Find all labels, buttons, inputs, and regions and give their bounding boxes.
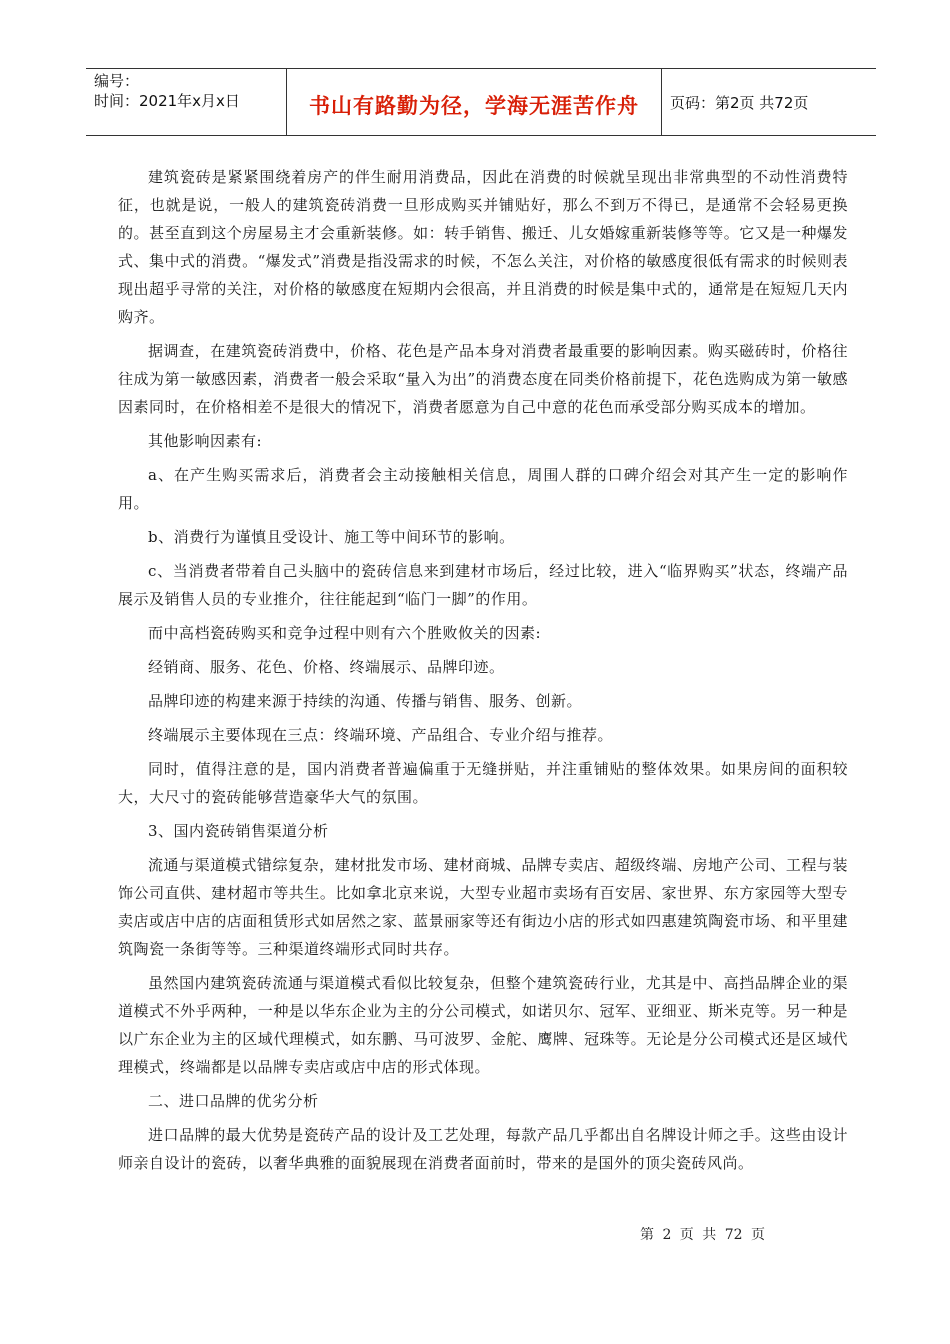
page-header <box>86 68 876 136</box>
paragraph: b、消费行为谨慎且受设计、施工等中间环节的影响。 <box>148 528 515 546</box>
section-heading: 3、国内瓷砖销售渠道分析 <box>148 822 329 840</box>
header-motto-cell <box>286 69 662 135</box>
header-motto: 书山有路勤为径，学海无涯苦作舟 <box>309 94 639 118</box>
document-time-label: 时间：2021年x月x日 <box>94 92 240 110</box>
document-number-label: 编号： <box>94 72 140 90</box>
paragraph: 终端展示主要体现在三点：终端环境、产品组合、专业介绍与推荐。 <box>148 726 614 744</box>
paragraph: 进口品牌的最大优势是瓷砖产品的设计及工艺处理，每款产品几乎都出自名牌设计师之手。这些由设计师亲自设计的瓷砖，以奢华典雅的面貌展现在消费者面前时，带来的是国外的顶尖瓷砖风尚。 <box>118 1126 848 1172</box>
paragraph: 虽然国内建筑瓷砖流通与渠道模式看似比较复杂，但整个建筑瓷砖行业，尤其是中、高挡品牌企业的渠道模式不外乎两种，一种是以华东企业为主的分公司模式，如诺贝尔、冠军、亚细亚、斯米克等。另一种是以广东企业为主的区域代理模式，如东鹏、马可波罗、金舵、鹰牌、冠珠等。无论是分公司模式还是区域代理模式，终端都是以品牌专卖店或店中店的形式体现。 <box>118 974 848 1076</box>
page-footer: 第 2 页 共 72 页 <box>640 1227 765 1243</box>
paragraph: a、在产生购买需求后，消费者会主动接触相关信息，周围人群的口碑介绍会对其产生一定的影响作用。 <box>118 466 848 512</box>
paragraph: 品牌印迹的构建来源于持续的沟通、传播与销售、服务、创新。 <box>148 692 583 710</box>
paragraph: 流通与渠道模式错综复杂，建材批发市场、建材商城、品牌专卖店、超级终端、房地产公司、工程与装饰公司直供、建材超市等共生。比如拿北京来说，大型专业超市卖场有百安居、家世界、东方家园等大型专卖店或店中店的店面租赁形式如居然之家、蓝景丽家等还有街边小店的形式如四惠建筑陶瓷市场、和平里建筑陶瓷一条街等等。三种渠道终端形式同时共存。 <box>118 856 848 958</box>
header-meta <box>86 69 286 135</box>
paragraph: 建筑瓷砖是紧紧围绕着房产的伴生耐用消费品，因此在消费的时候就呈现出非常典型的不动性消费特征，也就是说，一般人的建筑瓷砖消费一旦形成购买并铺贴好，那么不到万不得已，是通常不会轻易更换的。甚至直到这个房屋易主才会重新装修。如：转手销售、搬迁、儿女婚嫁重新装修等等。它又是一种爆发式、集中式的消费。“爆发式”消费是指没需求的时候，不怎么关注，对价格的敏感度很低有需求的时候则表现出超乎寻常的关注，对价格的敏感度在短期内会很高，并且消费的时候是集中式的，通常是在短短几天内购齐。 <box>118 168 848 326</box>
paragraph: 经销商、服务、花色、价格、终端展示、品牌印迹。 <box>148 658 505 676</box>
paragraph: c、当消费者带着自己头脑中的瓷砖信息来到建材市场后，经过比较，进入“临界购买”状态，终端产品展示及销售人员的专业推介，往往能起到“临门一脚”的作用。 <box>118 562 848 608</box>
header-page-number: 页码：第2页 共72页 <box>670 93 809 112</box>
paragraph: 而中高档瓷砖购买和竞争过程中则有六个胜败攸关的因素: <box>148 624 542 642</box>
paragraph: 据调查，在建筑瓷砖消费中，价格、花色是产品本身对消费者最重要的影响因素。购买磁砖时，价格往往成为第一敏感因素，消费者一般会采取“量入为出”的消费态度在同类价格前提下，花色选购成为第一敏感因素同时，在价格相差不是很大的情况下，消费者愿意为自己中意的花色而承受部分购买成本的增加。 <box>118 342 848 416</box>
document-body <box>118 163 848 1183</box>
header-page-cell <box>662 69 876 135</box>
section-heading: 二、进口品牌的优劣分析 <box>148 1092 319 1110</box>
paragraph: 其他影响因素有: <box>148 432 263 450</box>
paragraph: 同时，值得注意的是，国内消费者普遍偏重于无缝拼贴，并注重铺贴的整体效果。如果房间的面积较大，大尺寸的瓷砖能够营造豪华大气的氛围。 <box>118 760 848 806</box>
